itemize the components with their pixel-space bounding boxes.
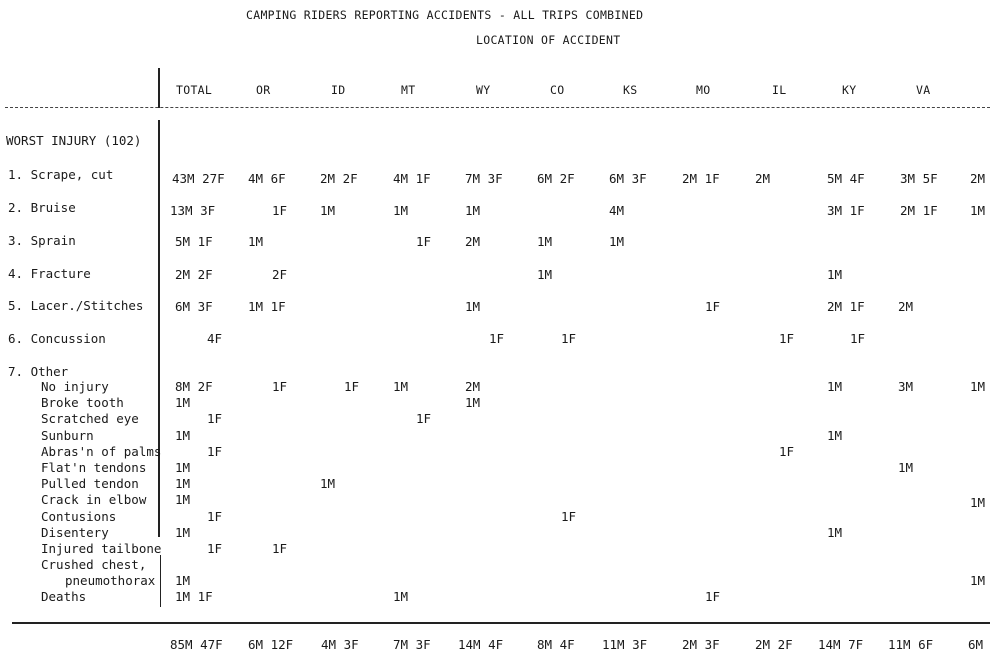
- row-label: 3. Sprain: [8, 233, 76, 248]
- column-header-mt: MT: [401, 83, 416, 97]
- table-cell: 7M 3F: [465, 171, 503, 186]
- table-cell: 4F: [207, 331, 223, 346]
- total-cell: 6M 12F: [248, 637, 294, 652]
- table-cell: 1M: [827, 428, 843, 443]
- table-cell: 1M: [827, 525, 843, 540]
- table-cell: 1M: [537, 267, 553, 282]
- table-cell: 5M 1F: [175, 234, 213, 249]
- table-cell: 1M: [465, 203, 481, 218]
- table-cell: 6M 3F: [175, 299, 213, 314]
- section-heading: WORST INJURY (102): [6, 133, 142, 148]
- table-cell: 1F: [850, 331, 866, 346]
- table-cell: 1M: [827, 379, 843, 394]
- table-cell: 2M 1F: [827, 299, 865, 314]
- row-label: No injury: [41, 379, 109, 394]
- table-cell: 1F: [344, 379, 360, 394]
- table-cell: 5M 4F: [827, 171, 865, 186]
- stub-vertical-rule: [158, 120, 160, 537]
- table-cell: 8M 2F: [175, 379, 213, 394]
- table-cell: 1M: [898, 460, 914, 475]
- table-cell: 2F: [272, 267, 288, 282]
- table-cell: 1F: [561, 509, 577, 524]
- total-cell: 2M 2F: [755, 637, 793, 652]
- row-label: 2. Bruise: [8, 200, 76, 215]
- table-cell: 1M: [175, 476, 191, 491]
- total-cell: 7M 3F: [393, 637, 431, 652]
- table-cell: 1F: [207, 509, 223, 524]
- table-cell: 1F: [272, 203, 288, 218]
- total-cell: 2M 3F: [682, 637, 720, 652]
- table-cell: 1F: [489, 331, 505, 346]
- table-cell: 1M: [827, 267, 843, 282]
- table-cell: 1F: [561, 331, 577, 346]
- total-cell: 4M 3F: [321, 637, 359, 652]
- table-cell: 43M 27F: [172, 171, 225, 186]
- table-cell: 1M: [970, 203, 986, 218]
- page-title: CAMPING RIDERS REPORTING ACCIDENTS - ALL TRIPS COMBINED: [246, 8, 644, 22]
- table-cell: 4M: [609, 203, 625, 218]
- table-cell: 1M: [465, 395, 481, 410]
- table-cell: 3M: [898, 379, 914, 394]
- row-label: pneumothorax: [65, 573, 156, 588]
- table-cell: 1F: [272, 379, 288, 394]
- table-cell: 1M: [175, 492, 191, 507]
- table-cell: 2M: [970, 171, 986, 186]
- table-cell: 1M: [175, 428, 191, 443]
- table-cell: 1M: [970, 495, 986, 510]
- table-cell: 1F: [779, 331, 795, 346]
- table-cell: 2M: [755, 171, 771, 186]
- table-cell: 1M: [393, 589, 409, 604]
- total-cell: 14M 4F: [458, 637, 504, 652]
- table-cell: 1M: [248, 234, 264, 249]
- stub-vertical-rule-lower: [160, 555, 161, 607]
- table-cell: 1F: [272, 541, 288, 556]
- table-cell: 1M: [537, 234, 553, 249]
- table-cell: 1F: [779, 444, 795, 459]
- table-cell: 1M: [320, 476, 336, 491]
- table-cell: 6M 2F: [537, 171, 575, 186]
- column-header-mo: MO: [696, 83, 711, 97]
- row-label: Crushed chest,: [41, 557, 147, 572]
- row-label: Deaths: [41, 589, 87, 604]
- total-cell: 14M 7F: [818, 637, 864, 652]
- total-cell: 6M: [968, 637, 984, 652]
- header-vertical-rule: [158, 68, 160, 108]
- row-label: 4. Fracture: [8, 266, 91, 281]
- total-cell: 11M 3F: [602, 637, 648, 652]
- column-header-co: CO: [550, 83, 565, 97]
- row-label: Injured tailbone: [41, 541, 162, 556]
- row-label: Abras'n of palms: [41, 444, 162, 459]
- table-cell: 3M 1F: [827, 203, 865, 218]
- row-label: 6. Concussion: [8, 331, 106, 346]
- row-label: Contusions: [41, 509, 117, 524]
- column-header-va: VA: [916, 83, 931, 97]
- table-cell: 2M: [898, 299, 914, 314]
- totals-rule: [12, 622, 990, 624]
- table-cell: 1F: [705, 299, 721, 314]
- table-cell: 1F: [416, 411, 432, 426]
- total-cell: 85M 47F: [170, 637, 223, 652]
- table-cell: 1F: [207, 444, 223, 459]
- row-label: Scratched eye: [41, 411, 139, 426]
- table-cell: 1M: [465, 299, 481, 314]
- table-cell: 2M 2F: [320, 171, 358, 186]
- table-cell: 4M 1F: [393, 171, 431, 186]
- page-subtitle: LOCATION OF ACCIDENT: [476, 33, 621, 47]
- table-cell: 1F: [705, 589, 721, 604]
- table-cell: 1M: [970, 379, 986, 394]
- table-cell: 1M: [175, 573, 191, 588]
- column-header-ks: KS: [623, 83, 638, 97]
- table-cell: 1M: [175, 395, 191, 410]
- table-cell: 3M 5F: [900, 171, 938, 186]
- table-cell: 4M 6F: [248, 171, 286, 186]
- row-label: 5. Lacer./Stitches: [8, 298, 144, 313]
- row-label: Disentery: [41, 525, 109, 540]
- column-header-id: ID: [331, 83, 346, 97]
- table-cell: 2M: [465, 379, 481, 394]
- table-cell: 1M: [175, 460, 191, 475]
- row-label: Crack in elbow: [41, 492, 147, 507]
- table-cell: 13M 3F: [170, 203, 216, 218]
- table-cell: 1M: [320, 203, 336, 218]
- row-label: Broke tooth: [41, 395, 124, 410]
- table-cell: 1M: [175, 525, 191, 540]
- table-cell: 1F: [207, 411, 223, 426]
- table-cell: 1F: [416, 234, 432, 249]
- header-rule: [5, 107, 990, 108]
- table-cell: 2M 1F: [900, 203, 938, 218]
- row-label: 7. Other: [8, 364, 69, 379]
- table-cell: 1M: [393, 203, 409, 218]
- row-label: Sunburn: [41, 428, 94, 443]
- table-cell: 1M: [393, 379, 409, 394]
- column-header-il: IL: [772, 83, 787, 97]
- table-cell: 1M: [609, 234, 625, 249]
- total-cell: 11M 6F: [888, 637, 934, 652]
- table-cell: 2M 1F: [682, 171, 720, 186]
- column-header-ky: KY: [842, 83, 857, 97]
- table-cell: 1M: [970, 573, 986, 588]
- row-label: Flat'n tendons: [41, 460, 147, 475]
- table-cell: 1M 1F: [248, 299, 286, 314]
- table-cell: 1M 1F: [175, 589, 213, 604]
- table-cell: 1F: [207, 541, 223, 556]
- table-cell: 2M 2F: [175, 267, 213, 282]
- row-label: 1. Scrape, cut: [8, 167, 114, 182]
- column-header-or: OR: [256, 83, 271, 97]
- column-header-wy: WY: [476, 83, 491, 97]
- row-label: Pulled tendon: [41, 476, 139, 491]
- table-cell: 6M 3F: [609, 171, 647, 186]
- total-cell: 8M 4F: [537, 637, 575, 652]
- column-header-total: TOTAL: [176, 83, 213, 97]
- table-cell: 2M: [465, 234, 481, 249]
